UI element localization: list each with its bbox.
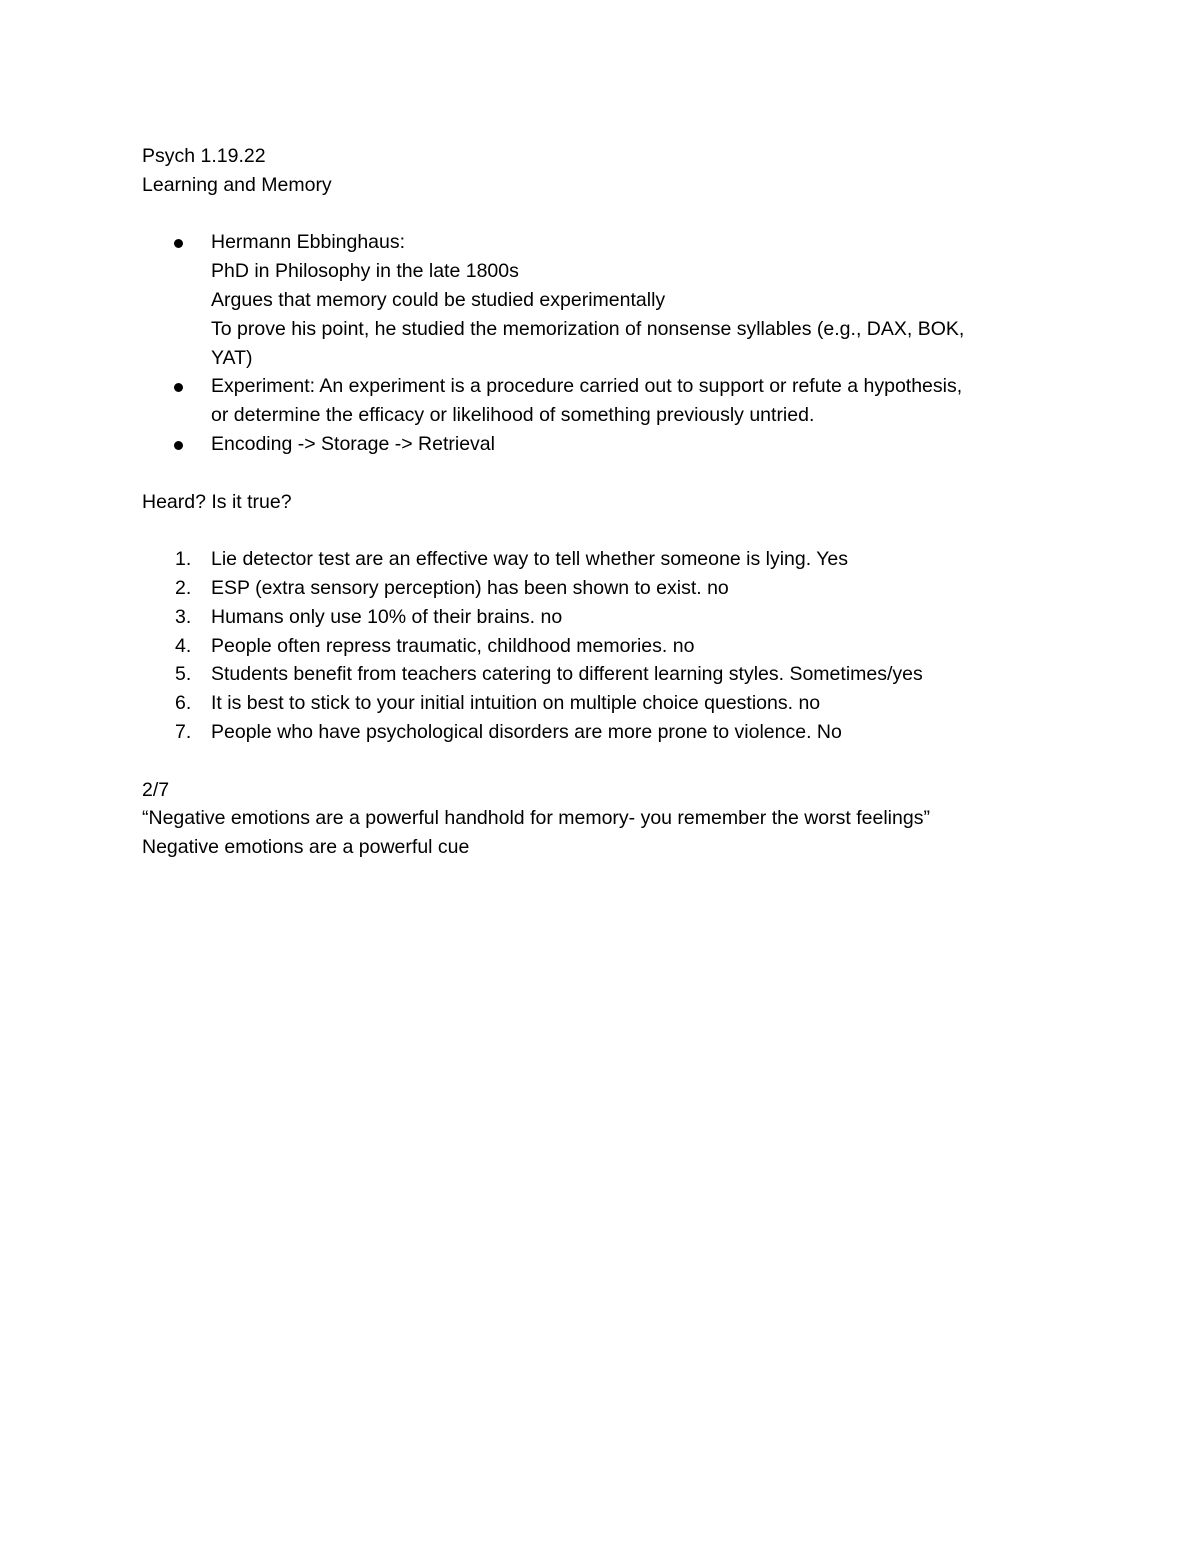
list-number: 1. [175,548,192,571]
list-number: 2. [175,576,192,599]
bullet-dot-icon [174,441,183,450]
bullet-line: To prove his point, he studied the memorization of nonsense syllables (e.g., DAX, BOK, [211,317,965,340]
list-item-text: Students benefit from teachers catering to different learning styles. Sometimes/yes [211,663,923,686]
list-item [142,574,1072,603]
document-body [142,142,1072,862]
bullet-line: or determine the efficacy or likelihood of something previously untried. [211,404,815,427]
blank-line [142,200,1072,229]
list-number: 4. [175,634,192,657]
bullet-dot-icon [174,239,183,248]
bullet-item-experiment [142,372,1072,430]
list-item-text: People often repress traumatic, childhood memories. no [211,634,695,657]
bullet-dot-icon [174,383,183,392]
list-item-text: ESP (extra sensory perception) has been shown to exist. no [211,576,729,599]
summary-line: Negative emotions are a powerful cue [142,836,470,859]
list-item [142,689,1072,718]
blank-line [142,459,1072,488]
course-date-line: Psych 1.19.22 [142,145,266,167]
list-item [142,545,1072,574]
list-item-text: People who have psychological disorders are more prone to violence. No [211,720,842,743]
bullet-line: PhD in Philosophy in the late 1800s [211,260,519,283]
list-item-text: Lie detector test are an effective way to tell whether someone is lying. Yes [211,548,849,571]
bullet-line: Hermann Ebbinghaus: [211,231,406,254]
list-number: 6. [175,692,192,715]
numbered-list [142,545,1072,747]
quiz-heading: Heard? Is it true? [142,490,292,513]
blank-line [142,516,1072,545]
list-item [142,718,1072,747]
list-item-text: Humans only use 10% of their brains. no [211,605,563,628]
list-item [142,603,1072,632]
list-number: 3. [175,605,192,628]
blank-line [142,747,1072,776]
list-item [142,632,1072,661]
bullet-item-encoding [142,430,1072,459]
topic-title: Learning and Memory [142,173,332,196]
bullet-item-ebbinghaus [142,228,1072,372]
quote-line: “Negative emotions are a powerful handhold for memory- you remember the worst feelings” [142,807,930,830]
list-item [142,660,1072,689]
bullet-line: Experiment: An experiment is a procedure carried out to support or refute a hypothesis, [211,375,963,398]
bullet-line: Encoding -> Storage -> Retrieval [211,432,495,455]
bullet-line: YAT) [211,346,253,369]
bullet-line: Argues that memory could be studied experimentally [211,288,666,311]
list-number: 5. [175,663,192,686]
note-date-line: 2/7 [142,778,170,801]
bullet-list [142,228,1072,458]
list-item-text: It is best to stick to your initial intuition on multiple choice questions. no [211,692,821,715]
list-number: 7. [175,720,192,743]
